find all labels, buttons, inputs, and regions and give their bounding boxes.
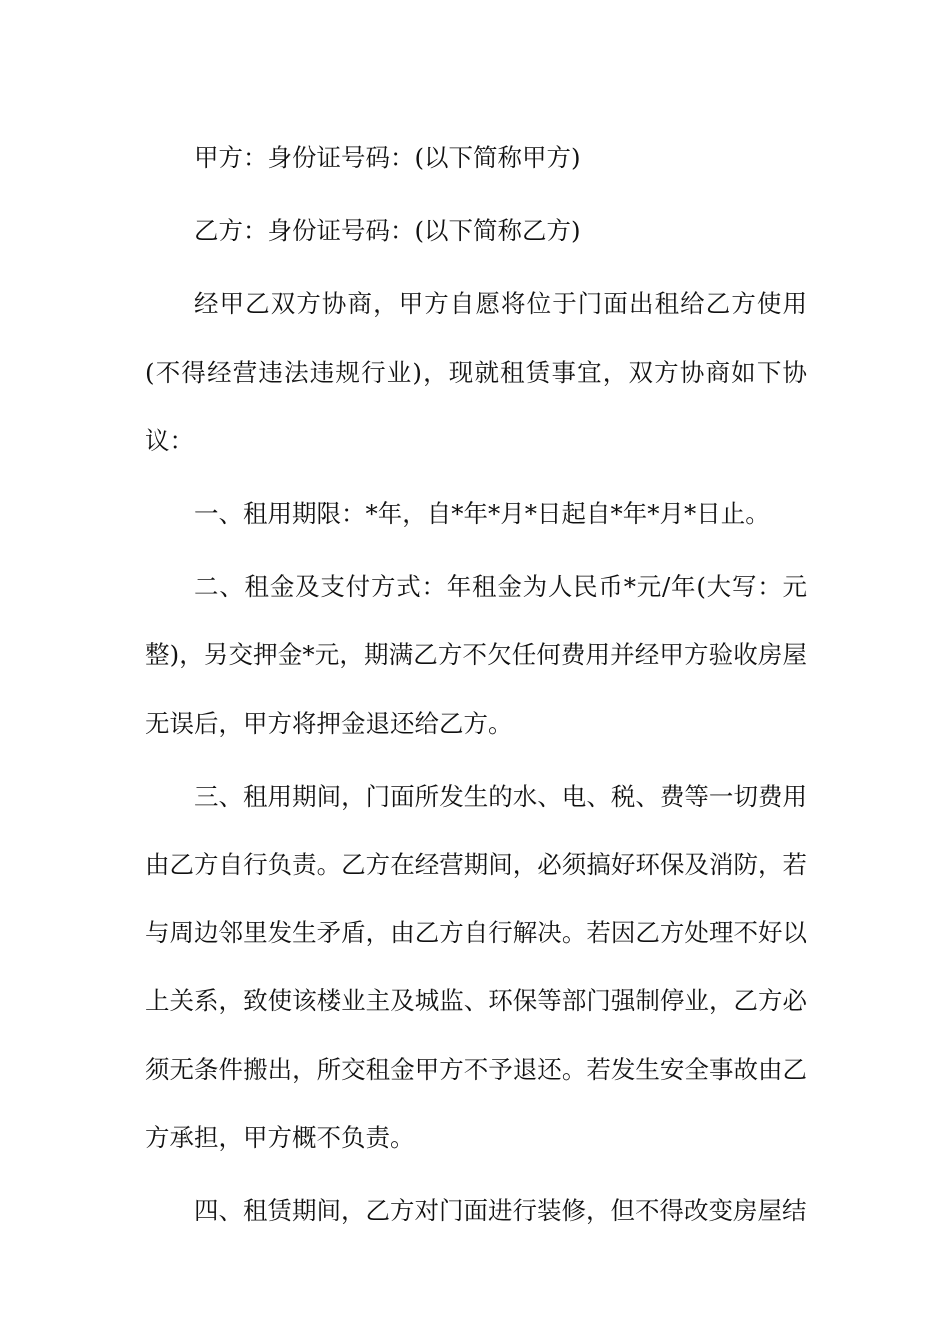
party-a-line: 甲方：身份证号码：(以下简称甲方) [194,143,581,172]
clause-2-rent-payment: 二、租金及支付方式：年租金为人民币*元/年(大写：元整)，另交押金*元，期满乙方不欠任何费用并经甲方验收房屋无误后，甲方将押金退还给乙方。 [145,572,807,738]
clause-4-renovation: 四、租赁期间，乙方对门面进行装修，但不得改变房屋结 [194,1196,807,1226]
clause-1-lease-term: 一、租用期限：*年，自*年*月*日起自*年*月*日止。 [194,499,770,529]
document-page [145,124,807,1245]
clause-3-expenses-responsibility: 三、租用期间，门面所发生的水、电、税、费等一切费用由乙方自行负责。乙方在经营期间，必须搞好环保及消防，若与周边邻里发生矛盾，由乙方自行解决。若因乙方处理不好以上关系，致使该楼业主及城监、环保等部门强制停业，乙方必须无条件搬出，所交租金甲方不予退还。若发生安全事故由乙方承担，甲方概不负责。 [145,781,807,1152]
agreement-intro: 经甲乙双方协商，甲方自愿将位于门面出租给乙方使用(不得经营违法违规行业)，现就租赁事宜，双方协商如下协议： [145,289,807,455]
party-b-line: 乙方：身份证号码：(以下简称乙方) [194,216,581,246]
